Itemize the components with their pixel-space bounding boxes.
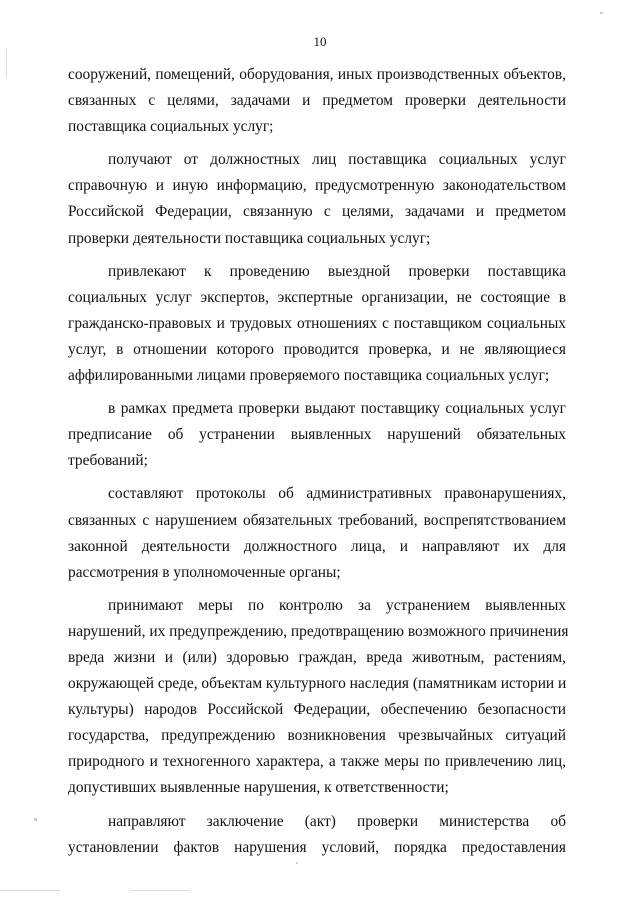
text-line: Российской Федерации, связанную с целями, задачами и предметом (68, 203, 566, 221)
paragraph-spacing (68, 252, 566, 259)
text-line: вреда жизни и (или) здоровью граждан, вреда животным, растениям, (68, 648, 566, 666)
text-line: связанных с нарушением обязательных требований, воспрепятствованием (68, 511, 566, 529)
paragraph-spacing (68, 140, 566, 147)
text-line: государства, предупреждению возникновения чрезвычайных ситуаций (68, 727, 566, 745)
text-line: установлении фактов нарушения условий, порядка предоставления (68, 838, 566, 856)
paragraph (68, 396, 566, 474)
paragraph (68, 593, 569, 802)
text-line: привлекают к проведению выездной проверки поставщика (108, 262, 566, 280)
text-line: сооружений, помещений, оборудования, иных производственных объектов, (68, 66, 566, 83)
paragraph (68, 481, 566, 585)
text-line: предписание об устранении выявленных нарушений обязательных (68, 426, 566, 444)
page-number: 10 (313, 34, 327, 49)
text-line: получают от должностных лиц поставщика социальных услуг (108, 151, 566, 169)
text-line: гражданско-правовых и трудовых отношениях с поставщиком социальных (68, 314, 566, 332)
scan-mark (296, 862, 298, 864)
text-line: культуры) народов Российской Федерации, обеспечению безопасности (68, 701, 566, 719)
text-line: социальных услуг экспертов, экспертные организации, не состоящие в (68, 288, 566, 306)
text-line: требований; (68, 452, 148, 470)
text-line: нарушений, их предупреждению, предотвращению возможного причинения (68, 622, 569, 640)
text-line: справочную и иную информацию, предусмотренную законодательством (68, 177, 566, 195)
text-line: принимают меры по контролю за устранением выявленных (108, 596, 566, 614)
paragraph (68, 809, 566, 861)
scan-mark (34, 818, 37, 821)
text-line: законной деятельности должностного лица, и направляют их для (68, 537, 566, 555)
text-line: аффилированными лицами проверяемого поставщика социальных услуг; (68, 367, 550, 385)
paragraph (68, 147, 566, 251)
text-line: связанных с целями, задачами и предметом проверки деятельности (68, 92, 566, 110)
paragraph-spacing (68, 802, 566, 809)
text-line: окружающей среде, объектам культурного наследия (памятникам истории и (68, 675, 567, 693)
paragraph (68, 259, 566, 389)
text-line: в рамках предмета проверки выдают поставщику социальных услуг (108, 400, 566, 418)
text-line: услуг, в отношении которого проводится проверка, и не являющиеся (68, 340, 566, 358)
scan-mark (600, 12, 603, 14)
text-line: природного и техногенного характера, а также меры по привлечению лиц, (68, 753, 566, 771)
document-body (68, 62, 569, 861)
paragraph (68, 62, 566, 140)
scan-mark (6, 48, 7, 78)
text-line: составляют протоколы об административных правонарушениях, (108, 485, 566, 503)
paragraph-spacing (68, 389, 566, 396)
scan-mark (0, 890, 60, 891)
paragraph-spacing (68, 474, 566, 481)
text-line: проверки деятельности поставщика социальных услуг; (68, 229, 431, 247)
scan-mark (130, 890, 190, 891)
text-line: поставщика социальных услуг; (68, 118, 274, 136)
text-line: допустивших выявленные нарушения, к ответственности; (68, 779, 449, 797)
text-line: рассмотрения в уполномоченные органы; (68, 563, 341, 581)
text-line: направляют заключение (акт) проверки министерства об (108, 812, 566, 830)
paragraph-spacing (68, 586, 566, 593)
